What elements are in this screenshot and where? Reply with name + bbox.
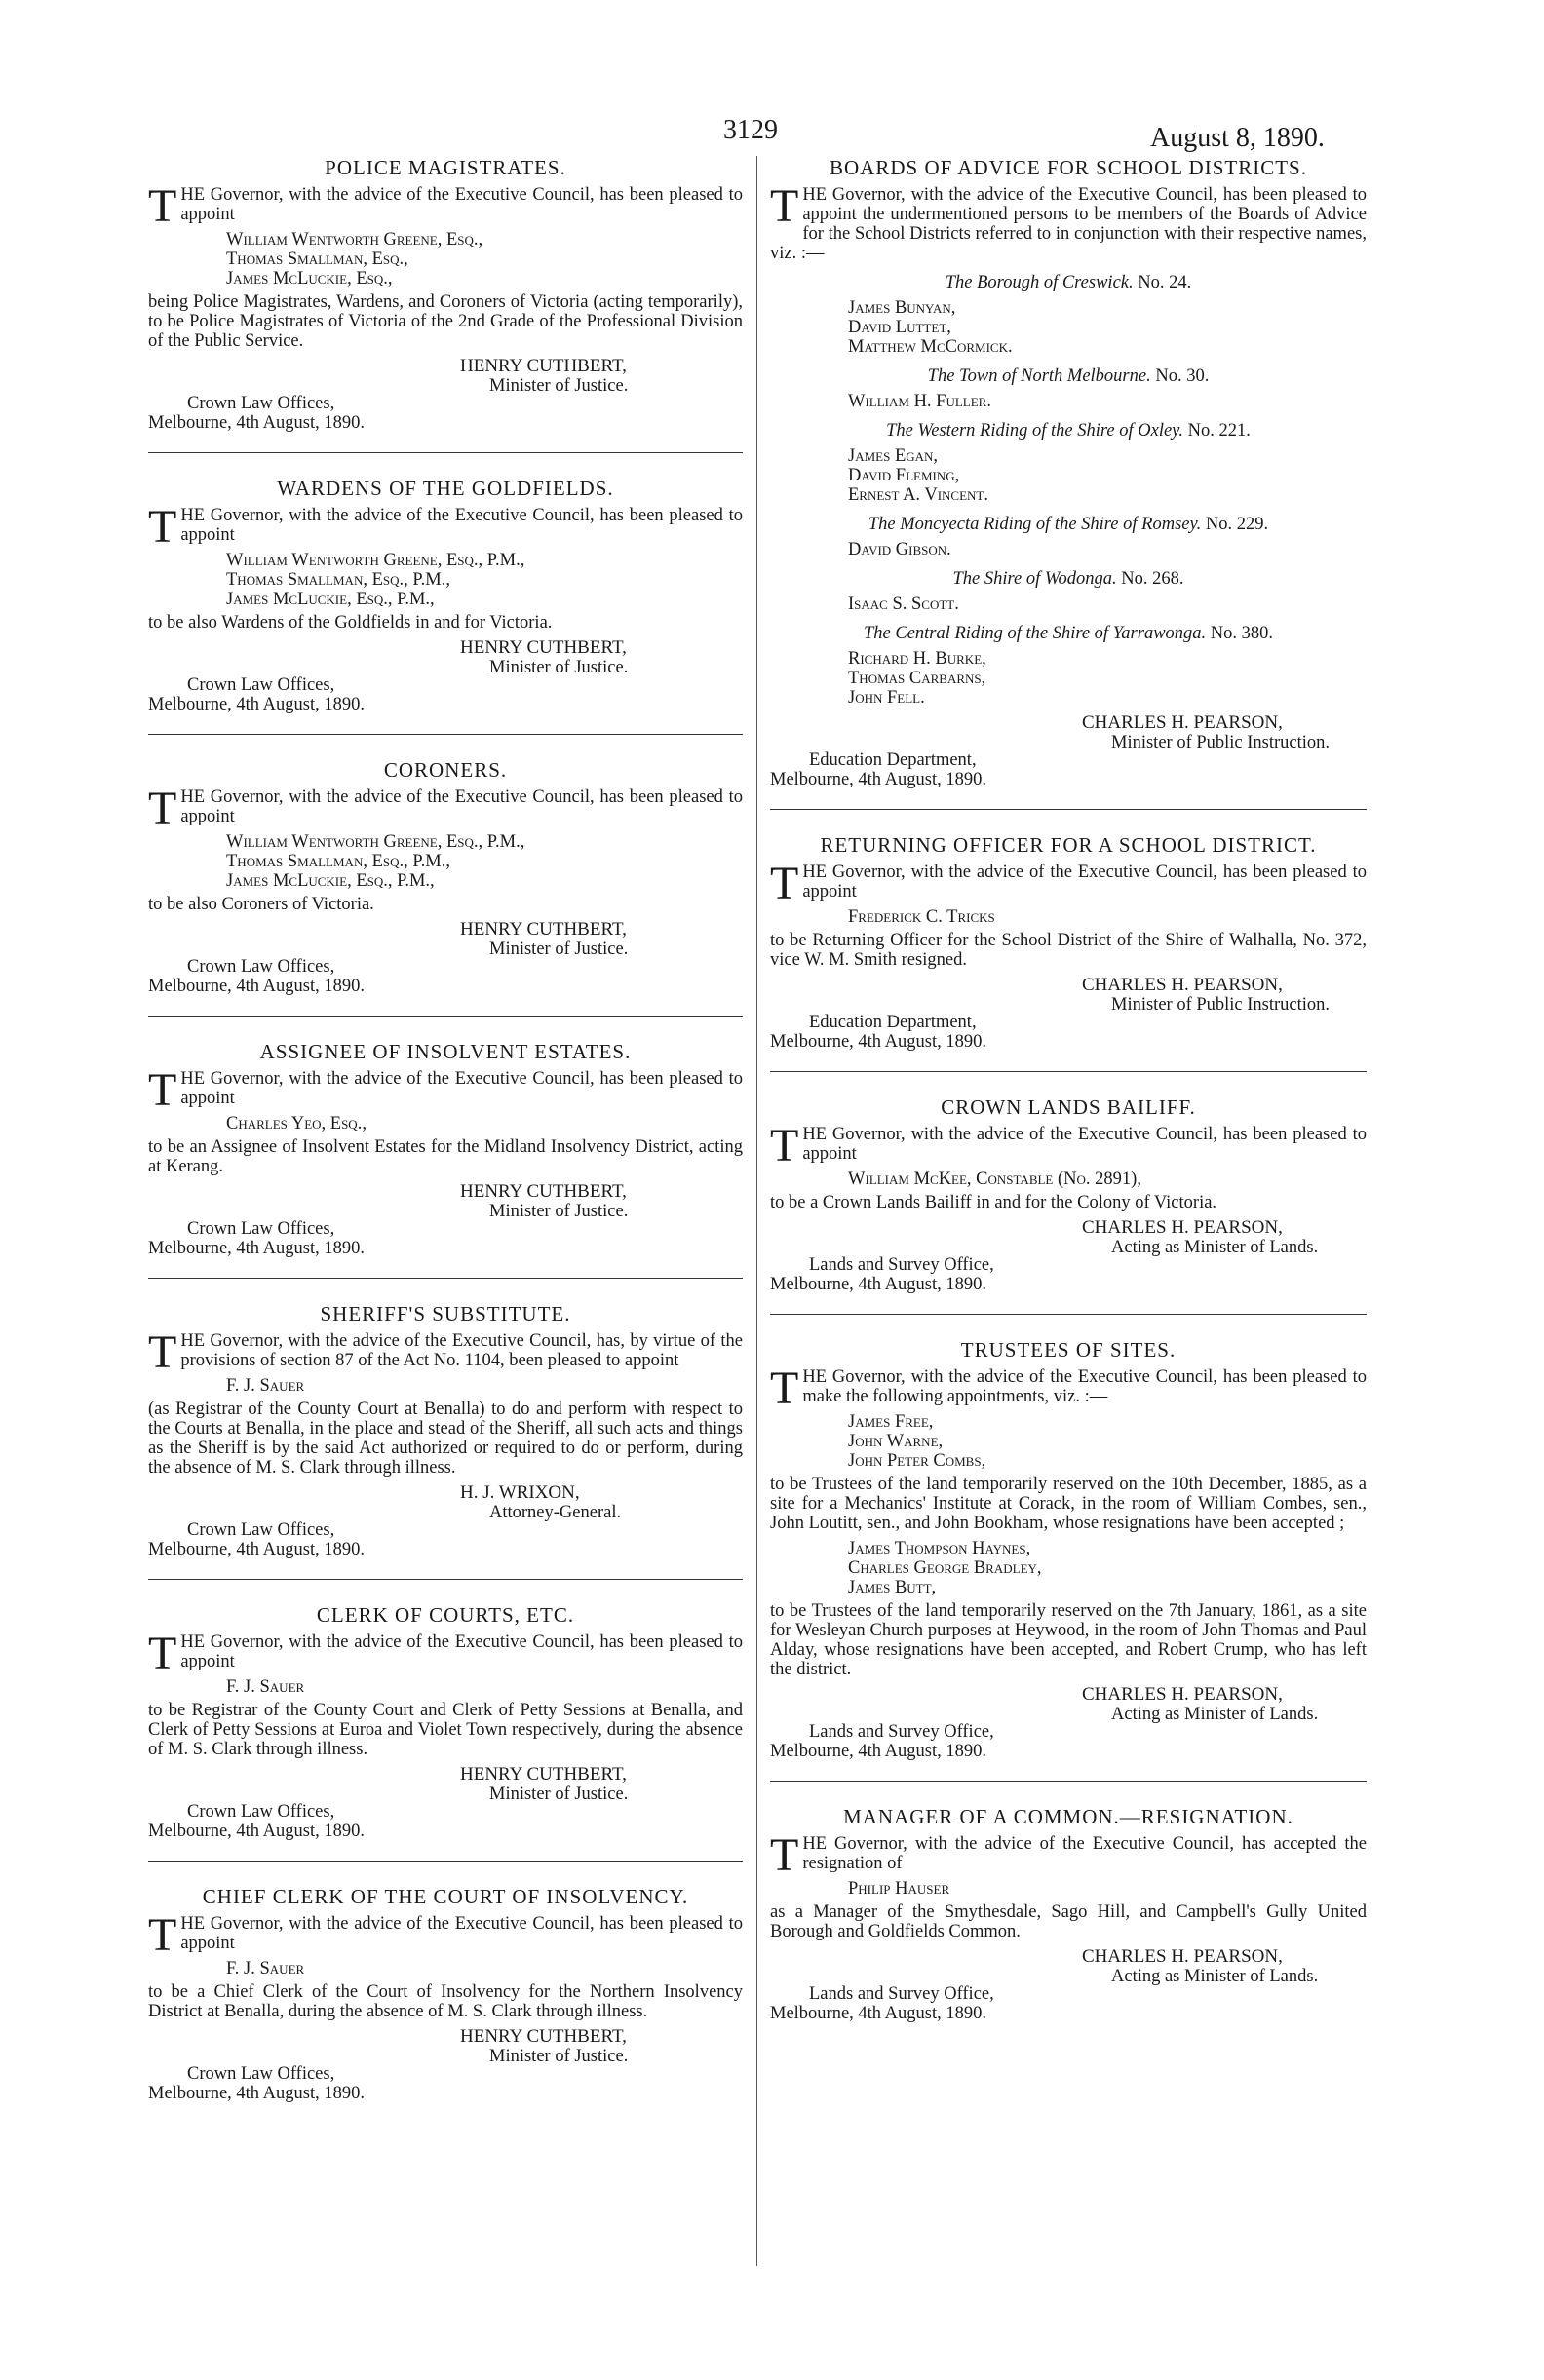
appointee-name: Frederick C. Tricks <box>848 907 995 927</box>
place-date: Melbourne, 4th August, 1890. <box>148 413 365 433</box>
signatory-name: HENRY CUTHBERT, <box>460 637 627 658</box>
place-date: Melbourne, 4th August, 1890. <box>770 1032 986 1052</box>
appointee-name: Thomas Carbarns, <box>848 669 986 688</box>
appointee-list <box>848 1170 1367 1189</box>
office-name: Education Department, <box>809 1013 977 1032</box>
place-date: Melbourne, 4th August, 1890. <box>770 1742 986 1761</box>
notice-title: WARDENS OF THE GOLDFIELDS. <box>277 477 614 500</box>
appointee-name: James Butt, <box>848 1578 937 1597</box>
appointee-name: Thomas Smallman, Esq., P.M., <box>226 852 450 871</box>
notice-coroners <box>148 758 743 996</box>
office-name: Lands and Survey Office, <box>809 1255 994 1275</box>
signatory-title: Minister of Public Instruction. <box>1111 733 1331 752</box>
notice-body: to be Trustees of the land temporarily reserved on the 7th January, 1861, as a site for Wesleyan Church purposes at Heywood, in the room of John Thomas and Paul Alday, whose resignations have been accepted, and Robert Crump, who has left the district. <box>770 1601 1367 1679</box>
section-rule <box>770 809 1367 810</box>
notice-title: POLICE MAGISTRATES. <box>325 156 566 179</box>
notice-body: to be Trustees of the land temporarily reserved on the 10th December, 1885, as a site for a Mechanics' Institute at Corack, in the room of William Combes, sen., John Loutitt, sen., and John Bookham, whose resignations have been accepted ; <box>770 1475 1367 1533</box>
appointee-name: James McLuckie, Esq., P.M., <box>226 590 435 609</box>
appointee-list <box>226 230 743 288</box>
notice-lead: HE Governor, with the advice of the Executive Council, has, by virtue of the provisions of section 87 of the Act No. 1104, been pleased to appoint <box>180 1331 743 1370</box>
place-date: Melbourne, 4th August, 1890. <box>148 1239 365 1258</box>
dropcap: T <box>770 1363 799 1414</box>
appointee-list <box>848 540 1367 559</box>
appointee-list <box>848 907 1367 927</box>
notice-body: to be also Wardens of the Goldfields in and for Victoria. <box>148 613 553 633</box>
appointee-list <box>226 1959 743 1978</box>
district-heading: The Town of North Melbourne. No. 30. <box>927 366 1210 386</box>
appointee-list <box>848 595 1367 614</box>
signatory-name: CHARLES H. PEARSON, <box>1082 1684 1283 1705</box>
appointee-list <box>226 832 743 891</box>
signatory-name: CHARLES H. PEARSON, <box>1082 712 1283 733</box>
signatory-name: CHARLES H. PEARSON, <box>1082 1217 1283 1238</box>
office-name: Crown Law Offices, <box>187 2064 335 2084</box>
appointee-name: Thomas Smallman, Esq., P.M., <box>226 570 450 590</box>
notice-manager-of-common <box>770 1805 1367 2023</box>
notice-lead: HE Governor, with the advice of the Executive Council, has been pleased to appoint <box>180 1914 743 1953</box>
dropcap: T <box>770 1120 799 1171</box>
office-name: Crown Law Offices, <box>187 1219 335 1239</box>
dropcap: T <box>148 180 177 232</box>
right-column <box>770 156 1367 2023</box>
notice-body: to be also Coroners of Victoria. <box>148 895 374 914</box>
section-rule <box>770 1314 1367 1315</box>
signatory-title: Acting as Minister of Lands. <box>1111 1967 1319 1986</box>
dropcap: T <box>770 180 799 232</box>
signatory-name: HENRY CUTHBERT, <box>460 919 627 940</box>
appointee-list <box>848 298 1367 357</box>
place-date: Melbourne, 4th August, 1890. <box>770 770 986 789</box>
office-name: Lands and Survey Office, <box>809 1984 994 2004</box>
office-name: Crown Law Offices, <box>187 675 335 695</box>
appointee-name: James McLuckie, Esq., <box>226 269 393 288</box>
column-divider <box>756 156 757 2266</box>
appointee-name: Charles George Bradley, <box>848 1558 1042 1578</box>
district-heading: The Central Riding of the Shire of Yarrawonga. No. 380. <box>863 624 1274 643</box>
notice-lead: HE Governor, with the advice of the Executive Council, has been pleased to appoint <box>802 863 1367 902</box>
appointee-name: William Wentworth Greene, Esq., <box>226 230 483 250</box>
dropcap: T <box>148 1326 177 1378</box>
office-name: Crown Law Offices, <box>187 957 335 977</box>
notice-title: ASSIGNEE OF INSOLVENT ESTATES. <box>259 1040 632 1063</box>
dropcap: T <box>770 858 799 909</box>
notice-title: SHERIFF'S SUBSTITUTE. <box>320 1302 571 1325</box>
signatory-title: Minister of Justice. <box>489 658 629 677</box>
notice-wardens <box>148 477 743 714</box>
left-column <box>148 156 743 2103</box>
appointee-list <box>848 446 1367 505</box>
notice-title: CHIEF CLERK OF THE COURT OF INSOLVENCY. <box>202 1885 689 1908</box>
section-rule <box>148 1861 743 1862</box>
notice-assignee <box>148 1040 743 1258</box>
appointee-name: James Free, <box>848 1412 934 1432</box>
office-name: Lands and Survey Office, <box>809 1722 994 1742</box>
appointee-list <box>848 649 1367 708</box>
appointee-name: Philip Hauser <box>848 1879 950 1899</box>
notice-lead: HE Governor, with the advice of the Executive Council, has been pleased to appoint <box>180 787 743 826</box>
notice-body: as a Manager of the Smythesdale, Sago Hill, and Campbell's Gully United Borough and Goldfields Common. <box>770 1902 1367 1941</box>
appointee-name: James Egan, <box>848 446 939 466</box>
place-date: Melbourne, 4th August, 1890. <box>148 977 365 996</box>
notice-crown-lands-bailiff <box>770 1095 1367 1294</box>
section-rule <box>148 1579 743 1580</box>
appointee-name: John Fell. <box>848 688 925 708</box>
appointee-name: John Warne, <box>848 1432 944 1451</box>
place-date: Melbourne, 4th August, 1890. <box>770 2004 986 2023</box>
signatory-name: CHARLES H. PEARSON, <box>1082 1946 1283 1967</box>
notice-lead: HE Governor, with the advice of the Executive Council, has accepted the resignation of <box>802 1834 1367 1873</box>
appointee-name: Charles Yeo, Esq., <box>226 1114 367 1133</box>
notice-title: CORONERS. <box>383 758 508 782</box>
signatory-title: Attorney-General. <box>489 1503 622 1522</box>
notice-body: to be Returning Officer for the School District of the Shire of Walhalla, No. 372, vice W. M. Smith resigned. <box>770 931 1367 970</box>
notice-title: RETURNING OFFICER FOR A SCHOOL DISTRICT. <box>820 833 1317 857</box>
dropcap: T <box>770 1829 799 1881</box>
appointee-name: David Fleming, <box>848 466 960 485</box>
appointee-name: William H. Fuller. <box>848 392 991 411</box>
notice-body: to be Registrar of the County Court and Clerk of Petty Sessions at Benalla, and Clerk of Petty Sessions at Euroa and Violet Town respectively, during the absence of M. S. Clark through illness. <box>148 1701 743 1759</box>
notice-lead: HE Governor, with the advice of the Executive Council, has been pleased to appoint <box>180 185 743 224</box>
appointee-name: David Gibson. <box>848 540 951 559</box>
signatory-name: HENRY CUTHBERT, <box>460 1181 627 1202</box>
appointee-name: William McKee, Constable (No. 2891), <box>848 1170 1141 1189</box>
notice-police-magistrates <box>148 156 743 433</box>
appointee-name: James Bunyan, <box>848 298 956 318</box>
place-date: Melbourne, 4th August, 1890. <box>148 695 365 714</box>
dropcap: T <box>148 1628 177 1679</box>
notice-lead: HE Governor, with the advice of the Executive Council, has been pleased to appoint <box>180 506 743 545</box>
signatory-title: Acting as Minister of Lands. <box>1111 1238 1319 1257</box>
place-date: Melbourne, 4th August, 1890. <box>148 1540 365 1559</box>
place-date: Melbourne, 4th August, 1890. <box>148 1822 365 1841</box>
appointee-name: F. J. Sauer <box>226 1677 305 1697</box>
section-rule <box>770 1071 1367 1072</box>
signatory-title: Minister of Justice. <box>489 2047 629 2066</box>
signatory-title: Acting as Minister of Lands. <box>1111 1705 1319 1724</box>
office-name: Crown Law Offices, <box>187 394 335 413</box>
notice-title: CLERK OF COURTS, ETC. <box>316 1603 575 1627</box>
signatory-name: HENRY CUTHBERT, <box>460 356 627 376</box>
notice-returning-officer <box>770 833 1367 1052</box>
appointee-list <box>226 1677 743 1697</box>
notice-body: to be a Chief Clerk of the Court of Insolvency for the Northern Insolvency District at Benalla, during the absence of M. S. Clark through illness. <box>148 1982 743 2021</box>
signatory-title: Minister of Public Instruction. <box>1111 995 1331 1015</box>
notice-lead: HE Governor, with the advice of the Executive Council, has been pleased to appoint the undermentioned persons to be members of the Boards of Advice for the School Districts referred to in conjunction with their respective names, viz. :— <box>770 185 1367 263</box>
notice-trustees-of-sites <box>770 1338 1367 1761</box>
appointee-list <box>848 1539 1367 1597</box>
notice-title: TRUSTEES OF SITES. <box>960 1338 1177 1362</box>
district-heading: The Moncyecta Riding of the Shire of Romsey. No. 229. <box>868 515 1269 534</box>
notice-clerk-of-courts <box>148 1603 743 1841</box>
office-name: Crown Law Offices, <box>187 1520 335 1540</box>
notice-body: being Police Magistrates, Wardens, and Coroners of Victoria (acting temporarily), to be Police Magistrates of Victoria of the 2nd Grade of the Professional Division of the Public Service. <box>148 292 743 351</box>
appointee-name: William Wentworth Greene, Esq., P.M., <box>226 551 525 570</box>
section-rule <box>148 452 743 453</box>
appointee-list <box>848 1412 1367 1471</box>
notice-lead: HE Governor, with the advice of the Executive Council, has been pleased to make the following appointments, viz. :— <box>802 1367 1367 1406</box>
signatory-name: HENRY CUTHBERT, <box>460 1764 627 1785</box>
notice-body: to be a Crown Lands Bailiff in and for the Colony of Victoria. <box>770 1193 1217 1212</box>
district-heading: The Shire of Wodonga. No. 268. <box>952 569 1184 589</box>
place-date: Melbourne, 4th August, 1890. <box>148 2084 365 2103</box>
appointee-name: David Luttet, <box>848 318 951 337</box>
notice-title: CROWN LANDS BAILIFF. <box>941 1095 1196 1119</box>
section-rule <box>770 1781 1367 1782</box>
notice-boards-of-advice <box>770 156 1367 789</box>
section-rule <box>148 1016 743 1017</box>
office-name: Education Department, <box>809 750 977 770</box>
dropcap: T <box>148 1909 177 1961</box>
appointee-name: James McLuckie, Esq., P.M., <box>226 871 435 891</box>
signatory-title: Minister of Justice. <box>489 1202 629 1221</box>
page-date: August 8, 1890. <box>1150 123 1325 153</box>
appointee-name: Ernest A. Vincent. <box>848 485 988 505</box>
notice-lead: HE Governor, with the advice of the Executive Council, has been pleased to appoint <box>180 1069 743 1108</box>
appointee-list <box>226 1114 743 1133</box>
appointee-name: Richard H. Burke, <box>848 649 986 669</box>
appointee-name: John Peter Combs, <box>848 1451 986 1471</box>
appointee-name: Thomas Smallman, Esq., <box>226 250 408 269</box>
dropcap: T <box>148 1064 177 1116</box>
dropcap: T <box>148 783 177 834</box>
notice-body: (as Registrar of the County Court at Benalla) to do and perform with respect to the Courts at Benalla, in the place and stead of the Sheriff, all such acts and things as the Sheriff is by the said Act authorized or required to do or perform, during the absence of M. S. Clark through illness. <box>148 1400 743 1478</box>
signatory-name: HENRY CUTHBERT, <box>460 2026 627 2047</box>
notice-title: BOARDS OF ADVICE FOR SCHOOL DISTRICTS. <box>830 156 1307 179</box>
signatory-name: H. J. WRIXON, <box>460 1482 580 1503</box>
appointee-name: F. J. Sauer <box>226 1376 305 1396</box>
section-rule <box>148 734 743 735</box>
signatory-title: Minister of Justice. <box>489 940 629 959</box>
signatory-title: Minister of Justice. <box>489 376 629 396</box>
signatory-title: Minister of Justice. <box>489 1785 629 1804</box>
appointee-name: William Wentworth Greene, Esq., P.M., <box>226 832 525 852</box>
appointee-name: James Thompson Haynes, <box>848 1539 1031 1558</box>
appointee-list <box>848 1879 1367 1899</box>
notice-body: to be an Assignee of Insolvent Estates for the Midland Insolvency District, acting at Kerang. <box>148 1137 743 1176</box>
signatory-name: CHARLES H. PEARSON, <box>1082 975 1283 995</box>
section-rule <box>148 1278 743 1279</box>
appointee-list <box>848 392 1367 411</box>
appointee-name: Matthew McCormick. <box>848 337 1013 357</box>
appointee-name: Isaac S. Scott. <box>848 595 959 614</box>
appointee-list <box>226 1376 743 1396</box>
notice-lead: HE Governor, with the advice of the Executive Council, has been pleased to appoint <box>802 1125 1367 1164</box>
page-number: 3129 <box>723 115 778 145</box>
appointee-name: F. J. Sauer <box>226 1959 305 1978</box>
notice-chief-clerk <box>148 1885 743 2103</box>
office-name: Crown Law Offices, <box>187 1802 335 1822</box>
district-heading: The Western Riding of the Shire of Oxley. No. 221. <box>886 421 1251 441</box>
notice-lead: HE Governor, with the advice of the Executive Council, has been pleased to appoint <box>180 1632 743 1671</box>
district-heading: The Borough of Creswick. No. 24. <box>945 273 1192 292</box>
notice-title: MANAGER OF A COMMON.—RESIGNATION. <box>843 1805 1293 1828</box>
dropcap: T <box>148 501 177 553</box>
place-date: Melbourne, 4th August, 1890. <box>770 1275 986 1294</box>
notice-sheriffs-substitute <box>148 1302 743 1559</box>
appointee-list <box>226 551 743 609</box>
